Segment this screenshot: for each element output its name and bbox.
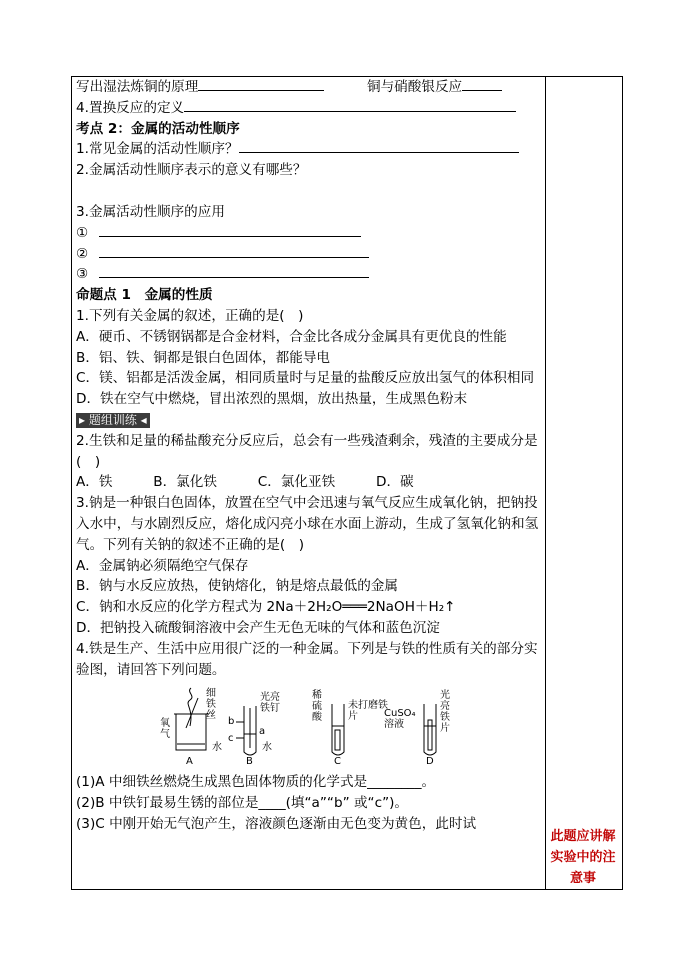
label-A: A	[186, 756, 193, 768]
line-wet-copper	[76, 77, 542, 98]
label-b: b	[228, 716, 235, 728]
q3-option-b: B．钠与水反应放热，使钠熔化，钠是熔点最低的金属	[76, 578, 398, 595]
label-water-a: 水	[212, 742, 222, 754]
label-oxygen: 氧气	[160, 718, 170, 741]
group-training-tag: ▸ 题组训练 ◂	[76, 413, 150, 428]
main-column	[76, 77, 542, 835]
line-displacement	[76, 98, 542, 119]
label-cuso4: CuSO₄溶液	[384, 708, 416, 731]
label-fine-wire: 细铁丝	[206, 688, 216, 722]
column-divider	[545, 76, 546, 890]
label-D: D	[426, 756, 434, 768]
label-c: c	[228, 733, 234, 745]
circle-item-3: ③	[76, 264, 542, 285]
answer-blank	[462, 77, 502, 91]
label-bright-nail: 光亮铁钉	[260, 692, 280, 715]
q2-options: A．铁 B．氯化铁 C．氯化亚铁 D．碳	[76, 474, 414, 491]
q1-option-a: A．硬币、不锈钢锅都是合金材料，合金比各成分金属具有更优良的性能	[76, 328, 507, 345]
copper-silver-text: 铜与硝酸银反应	[367, 79, 463, 95]
answer-blank	[99, 244, 369, 258]
answer-blank	[184, 98, 516, 112]
q1-option-c: C．镁、铝都是活泼金属，相同质量时与足量的盐酸反应放出氢气的体积相同	[76, 370, 535, 387]
answer-blank	[198, 77, 324, 91]
answer-blank	[239, 139, 519, 153]
q3-option-a: A．金属钠必须隔绝空气保存	[76, 557, 249, 574]
section-heading: 考点 2：金属的活动性顺序	[76, 120, 240, 137]
topic-heading: 命题点 1 金属的性质	[76, 287, 213, 304]
sub-question-3: (3)C 中刚开始无气泡产生，溶液颜色逐渐由无色变为黄色，此时试	[76, 815, 477, 832]
label-water-b: 水	[262, 742, 272, 754]
circle-item-1: ①	[76, 223, 542, 244]
q1-option-b: B．铝、铁、铜都是银白色固体，都能导电	[76, 349, 331, 366]
question-4: 4.铁是生产、生活中应用很广泛的一种金属。下列是与铁的性质有关的部分实验图，请回答下列问题。	[76, 640, 538, 678]
experiment-apparatus-diagram	[76, 686, 542, 768]
q3-option-c: C．钠和水反应的化学方程式为 2Na＋2H₂O═══2NaOH＋H₂↑	[76, 599, 456, 616]
question-1: 1.下列有关金属的叙述，正确的是( )	[76, 307, 304, 324]
line-q-order	[76, 139, 542, 160]
sub-question-1: (1)A 中细铁丝燃烧生成黑色固体物质的化学式是________。	[76, 774, 436, 791]
label-unpolished-iron: 未打磨铁片	[348, 700, 388, 723]
meaning-question: 2.金属活动性顺序表示的意义有哪些？	[76, 162, 307, 179]
question-2: 2.生铁和足量的稀盐酸充分反应后，总会有一些残渣剩余，残渣的主要成分是( )	[76, 432, 538, 470]
order-question: 1.常见金属的活动性顺序？	[76, 141, 239, 158]
answer-blank	[99, 264, 369, 278]
label-bright-iron-sheet: 光亮铁片	[440, 690, 450, 735]
circle-item-2: ②	[76, 244, 542, 265]
iron-experiment-figure	[76, 686, 542, 768]
label-B: B	[246, 756, 253, 768]
teacher-side-note: 此题应讲解实验中的注意事	[550, 829, 616, 886]
displacement-text: 4.置换反应的定义	[76, 99, 185, 116]
q1-option-d: D．铁在空气中燃烧，冒出浓烈的黑烟，放出热量，生成黑色粉末	[76, 391, 468, 408]
label-dilute-sulfuric-acid: 稀硫酸	[312, 690, 322, 724]
sub-question-2: (2)B 中铁钉最易生锈的部位是____(填“a”“b” 或“c”)。	[76, 795, 409, 812]
question-3: 3.钠是一种银白色固体，放置在空气中会迅速与氧气反应生成氧化钠，把钠投入水中，与水剧烈反应，熔化成闪亮小球在水面上游动，生成了氢氧化钠和氢气。下列有关钠的叙述不正确的是( )	[76, 495, 539, 553]
wet-copper-text: 写出湿法炼铜的原理	[76, 79, 199, 95]
q3-option-d: D．把钠投入硫酸铜溶液中会产生无色无味的气体和蓝色沉淀	[76, 619, 440, 636]
answer-blank	[99, 223, 361, 237]
application-question: 3.金属活动性顺序的应用	[76, 203, 225, 220]
label-a: a	[259, 726, 266, 738]
label-C: C	[334, 756, 341, 768]
